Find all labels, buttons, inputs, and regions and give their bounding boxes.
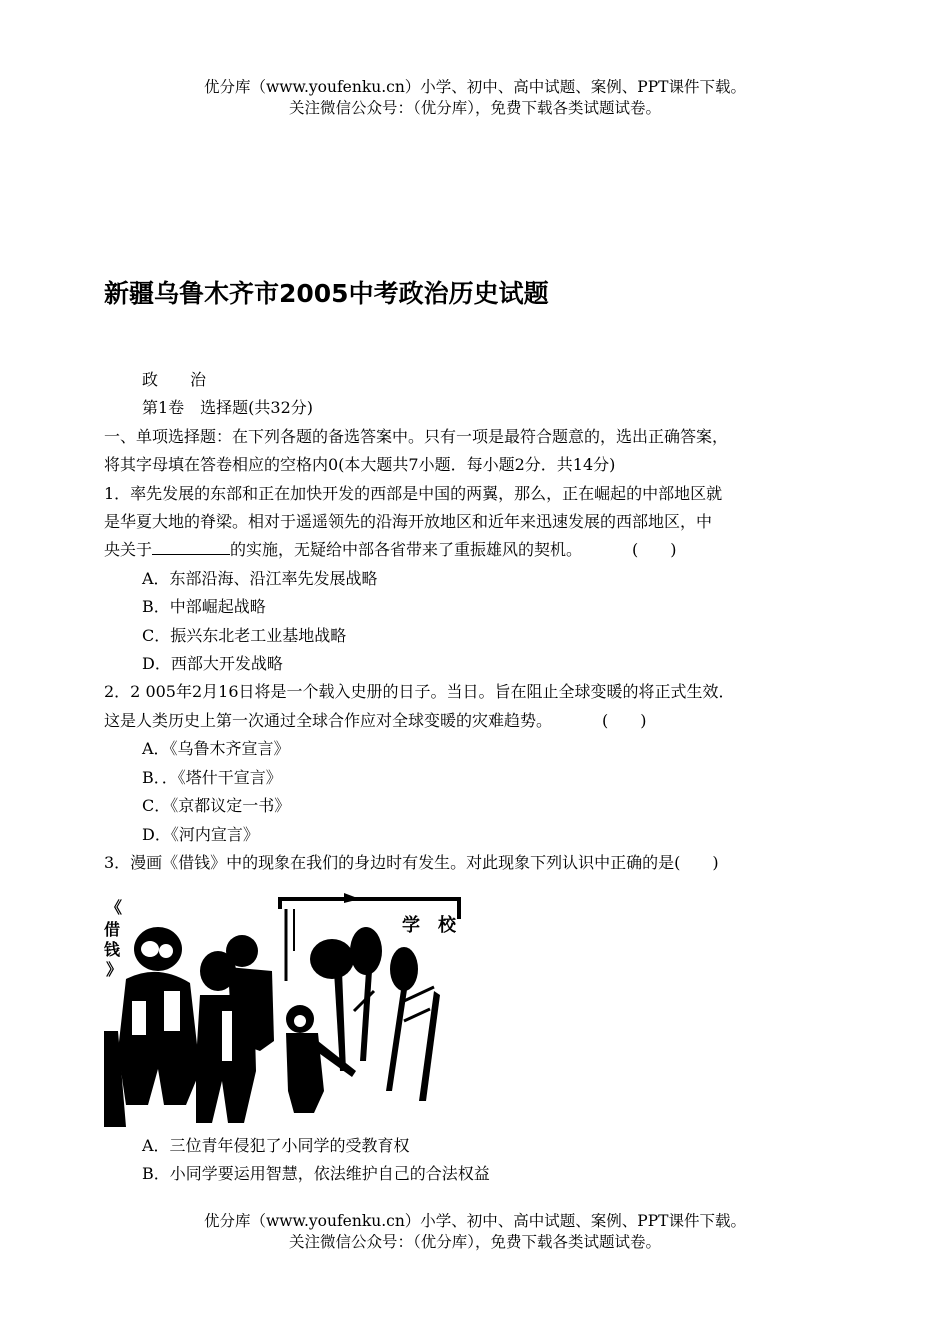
q2-option-a: A．《乌鲁木齐宣言》 — [142, 739, 290, 759]
document-title: 新疆乌鲁木齐市2005中考政治历史试题 — [104, 279, 549, 308]
school-sign-text: 学 校 — [402, 915, 456, 936]
q1-option-c: C．振兴东北老工业基地战略 — [142, 625, 347, 645]
page-footer — [0, 1211, 950, 1253]
q2-option-b: B．．《塔什干宣言》 — [142, 767, 282, 787]
footer-line-2: 关注微信公众号：（优分库），免费下载各类试题试卷。 — [288, 1233, 661, 1251]
q1-option-a: A．东部沿海、沿江率先发展战略 — [142, 568, 378, 588]
subject-heading: 政 治 — [142, 370, 207, 389]
q2-answer-paren: ( ) — [602, 710, 647, 730]
q1-line-3 — [104, 536, 864, 564]
q1-answer-blank — [152, 540, 230, 555]
q1-option-d: D．西部大开发战略 — [142, 654, 283, 674]
cartoon-title-open: 《 — [106, 898, 123, 917]
q1-answer-paren: ( ) — [632, 540, 677, 560]
section-instruction-line-2: 将其字母填在答卷相应的空格内0(本大题共7小题．每小题2分．共14分) — [104, 455, 616, 475]
q1-line-1: 1．率先发展的东部和正在加快开发的西部是中国的两翼，那么，正在崛起的中部地区就 — [104, 483, 723, 503]
q2-line-2-text: 这是人类历史上第一次通过全球合作应对全球变暖的灾难趋势。 — [104, 710, 553, 730]
section-instruction-line-1: 一、单项选择题：在下列各题的备选答案中。只有一项是最符合题意的，选出正确答案， — [104, 426, 729, 446]
q3-option-b: B．小同学要运用智慧，依法维护自己的合法权益 — [142, 1164, 490, 1184]
document-body — [104, 366, 864, 877]
q1-line-3-pre: 央关于 — [104, 540, 153, 560]
q1-option-b: B．中部崛起战略 — [142, 597, 266, 617]
q2-line-1: 2．2 005年2月16日将是一个载入史册的日子。当日。旨在阻止全球变暖的将正式生效． — [104, 682, 735, 702]
tree-shapes — [310, 927, 440, 1101]
footer-line-1: 优分库（www.youfenku.cn）小学、初中、高中试题、案例、PPT课件下载。 — [203, 1212, 747, 1230]
q1-line-2: 是华夏大地的脊梁。相对于遥遥领先的沿海开放地区和近年来迅速发展的西部地区，中 — [104, 512, 713, 532]
q3-options — [104, 1132, 864, 1189]
q2-option-c: C．《京都议定一书》 — [142, 796, 291, 816]
header-line-1: 优分库（www.youfenku.cn）小学、初中、高中试题、案例、PPT课件下载。 — [203, 78, 747, 96]
q2-line-2 — [104, 707, 864, 735]
q2-option-d: D．《河内宣言》 — [142, 824, 259, 844]
cartoon-title-close: 》 — [106, 960, 123, 979]
cartoon-illustration — [104, 891, 464, 1127]
header-line-2: 关注微信公众号：（优分库），免费下载各类试题试卷。 — [288, 99, 661, 117]
page-header — [0, 77, 950, 119]
q3-line-1: 3．漫画《借钱》中的现象在我们的身边时有发生。对此现象下列认识中正确的是( ) — [104, 852, 719, 872]
cartoon-title-char-1: 借 — [104, 920, 121, 939]
volume-heading: 第1卷 选择题(共32分) — [142, 398, 314, 418]
q1-line-3-post: 的实施，无疑给中部各省带来了重振雄风的契机。 — [230, 540, 583, 560]
cartoon-title-char-2: 钱 — [104, 940, 121, 959]
q3-option-a: A．三位青年侵犯了小同学的受教育权 — [142, 1136, 410, 1155]
